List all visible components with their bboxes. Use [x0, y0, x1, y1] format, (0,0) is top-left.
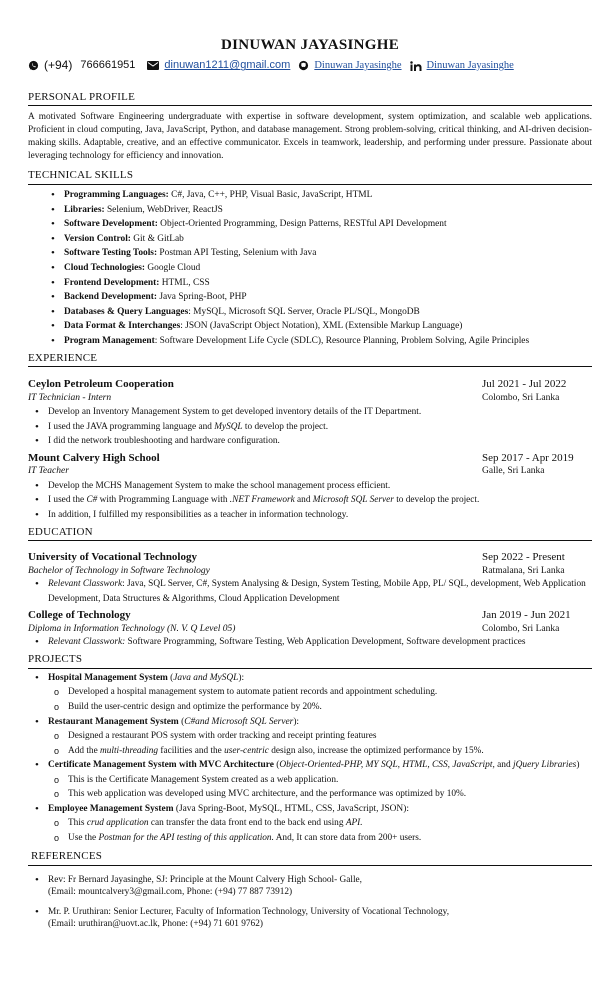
job-location: Galle, Sri Lanka	[482, 466, 545, 477]
job-bullet: • I used the JAVA programming language and MySQL to develop the project.	[48, 420, 592, 435]
candidate-name: DINUWAN JAYASINGHE	[220, 37, 400, 53]
skill-item: • Software Testing Tools: Postman API Testing, Selenium with Java	[64, 246, 592, 261]
section-title-experience: EXPERIENCE	[28, 351, 592, 368]
mail-icon	[147, 61, 159, 70]
degree-name: Bachelor of Technology in Software Technology	[28, 565, 210, 576]
reference-item: • Mr. P. Uruthiran: Senior Lecturer, Faculty of Information Technology, University of Vocational Technology, (Email: uruthiran@uovt.ac.lk, Phone: (+94) 71 601 9762)	[48, 906, 592, 930]
project-detail: o This is the Certificate Management System created as a web application.	[68, 773, 592, 788]
skill-item: • Version Control: Git & GitLab	[64, 232, 592, 247]
skills-list	[28, 188, 592, 349]
skill-item: • Software Development: Object-Oriented Programming, Design Patterns, RESTful API Development	[64, 217, 592, 232]
project-item: • Employee Management System (Java Spring-Boot, MySQL, HTML, CSS, JavaScript, JSON): o This crud application can transfer the data front end to the back end using API. o Use the Postman for the API testing of this application. And, It can store data from 200+ users.	[48, 802, 592, 846]
education-entry	[28, 550, 592, 606]
job-bullet: • I used the C# with Programming Language with .NET Framework and Microsoft SQL Server to develop the project.	[48, 493, 592, 508]
github-contact	[298, 59, 401, 73]
section-title-skills: TECHNICAL SKILLS	[28, 168, 592, 185]
education-dates: Sep 2022 - Present	[482, 551, 565, 564]
job-location: Colombo, Sri Lanka	[482, 392, 560, 403]
phone-number: 766661951	[80, 59, 136, 72]
resume-page	[28, 36, 592, 939]
section-title-projects: PROJECTS	[28, 652, 592, 669]
skill-item: • Program Management: Software Development Life Cycle (SDLC), Resource Planning, Problem Solving, Agile Principles	[64, 334, 592, 349]
school-name: College of Technology	[28, 609, 131, 622]
phone-contact	[28, 58, 135, 74]
education-dates: Jan 2019 - Jun 2021	[482, 609, 571, 622]
job-bullet: • I did the network troubleshooting and hardware configuration.	[48, 434, 592, 449]
phone-country-code: (+94)	[44, 57, 73, 72]
linkedin-contact	[410, 59, 514, 73]
job-org: Ceylon Petroleum Cooperation	[28, 378, 174, 391]
classwork-item: • Relevant Classwork: Java, SQL Server, C#, System Analysing & Design, System Testing, Mobile App, PL/ SQL, development, Web Application Development, Data Structures & Algorithms, Cloud Application Development	[48, 577, 592, 606]
project-detail: o Developed a hospital management system to automate patient records and appointment scheduling.	[68, 685, 592, 700]
job-org: Mount Calvery High School	[28, 451, 160, 464]
whatsapp-icon	[28, 60, 39, 71]
job-entry	[28, 451, 592, 523]
project-detail: o Use the Postman for the API testing of this application. And, It can store data from 200+ users.	[68, 831, 592, 846]
section-title-references: REFERENCES	[28, 849, 592, 866]
reference-item: • Rev: Fr Bernard Jayasinghe, SJ: Principle at the Mount Calvery High School- Galle, (Email: mountcalvery3@gmail.com, Phone: (+94) 77 887 73912)	[48, 874, 592, 898]
job-role: IT Teacher	[28, 466, 69, 477]
project-item: • Certificate Management System with MVC Architecture (Object-Oriented-PHP, MY SQL, HTML, CSS, JavaScript, and jQuery Libraries) o This is the Certificate Management System created as a web application. o This web application was developed using MVC architecture, and the performance was optimized by 10%.	[48, 758, 592, 802]
project-detail: o Build the user-centric design and optimize the performance by 20%.	[68, 700, 592, 715]
contact-bar	[28, 58, 592, 74]
email-link[interactable]: dinuwan1211@gmail.com	[164, 59, 291, 72]
project-item: • Restaurant Management System (C#and Microsoft SQL Server): o Designed a restaurant POS system with order tracking and receipt printing features o Add the multi-threading facilities and the user-centric design also, increase the optimized performance by 15%.	[48, 715, 592, 759]
skill-item: • Data Format & Interchanges: JSON (JavaScript Object Notation), XML (Extensible Markup Language)	[64, 319, 592, 334]
projects-list	[28, 671, 592, 845]
job-bullet: • In addition, I fulfilled my responsibilities as a teacher in information technology.	[48, 508, 592, 523]
education-location: Ratmalana, Sri Lanka	[482, 565, 565, 576]
project-detail: o This crud application can transfer the data front end to the back end using API.	[68, 816, 592, 831]
job-bullet: • Develop the MCHS Management System to make the school management process efficient.	[48, 479, 592, 494]
github-icon	[298, 60, 309, 71]
job-role: IT Technician - Intern	[28, 392, 112, 403]
github-link[interactable]: Dinuwan Jayasinghe	[314, 59, 402, 71]
project-detail: o Designed a restaurant POS system with order tracking and receipt printing features	[68, 729, 592, 744]
project-detail: o Add the multi-threading facilities and the user-centric design also, increase the optimized performance by 15%.	[68, 744, 592, 759]
education-location: Colombo, Sri Lanka	[482, 623, 560, 634]
skill-item: • Frontend Development: HTML, CSS	[64, 276, 592, 291]
references-list	[28, 874, 592, 931]
section-title-profile: PERSONAL PROFILE	[28, 90, 592, 107]
profile-summary: A motivated Software Engineering undergraduate with expertise in software development, system optimization, and scalable web applications. Proficient in cloud computing, Java, JavaScript, Python, and database management. Strong problem-solving, critical thinking, and AI-driven decision-making skills. Adaptable, creative, and an effective communicator. Excels in teamwork, leadership, and performing under pressure. Passionate about leveraging technology for efficiency and innovation.	[28, 112, 592, 161]
classwork-item: • Relevant Classwork: Software Programming, Software Testing, Web Application Development, Software development practices	[48, 636, 592, 649]
section-title-education: EDUCATION	[28, 525, 592, 542]
project-detail: o This web application was developed using MVC architecture, and the performance was optimized by 10%.	[68, 787, 592, 802]
job-dates: Jul 2021 - Jul 2022	[482, 378, 567, 391]
skill-item: • Backend Development: Java Spring-Boot, PHP	[64, 290, 592, 305]
skill-item: • Programming Languages: C#, Java, C++, PHP, Visual Basic, JavaScript, HTML	[64, 188, 592, 203]
job-dates: Sep 2017 - Apr 2019	[482, 451, 574, 464]
skill-item: • Cloud Technologies: Google Cloud	[64, 261, 592, 276]
skill-item: • Databases & Query Languages: MySQL, Microsoft SQL Server, Oracle PL/SQL, MongoDB	[64, 305, 592, 320]
school-name: University of Vocational Technology	[28, 551, 197, 564]
project-item: • Hospital Management System (Java and MySQL): o Developed a hospital management system to automate patient records and appointment scheduling. o Build the user-centric design and optimize the performance by 20%.	[48, 671, 592, 715]
job-entry	[28, 377, 592, 449]
linkedin-link[interactable]: Dinuwan Jayasinghe	[426, 59, 514, 71]
skill-item: • Libraries: Selenium, WebDriver, ReactJS	[64, 203, 592, 218]
degree-name: Diploma in Information Technology (N. V. Q Level 05)	[28, 623, 236, 634]
job-bullet: • Develop an Inventory Management System to get developed inventory details of the IT Department.	[48, 405, 592, 420]
email-contact	[147, 58, 290, 73]
linkedin-icon	[410, 61, 422, 71]
education-entry	[28, 608, 592, 649]
